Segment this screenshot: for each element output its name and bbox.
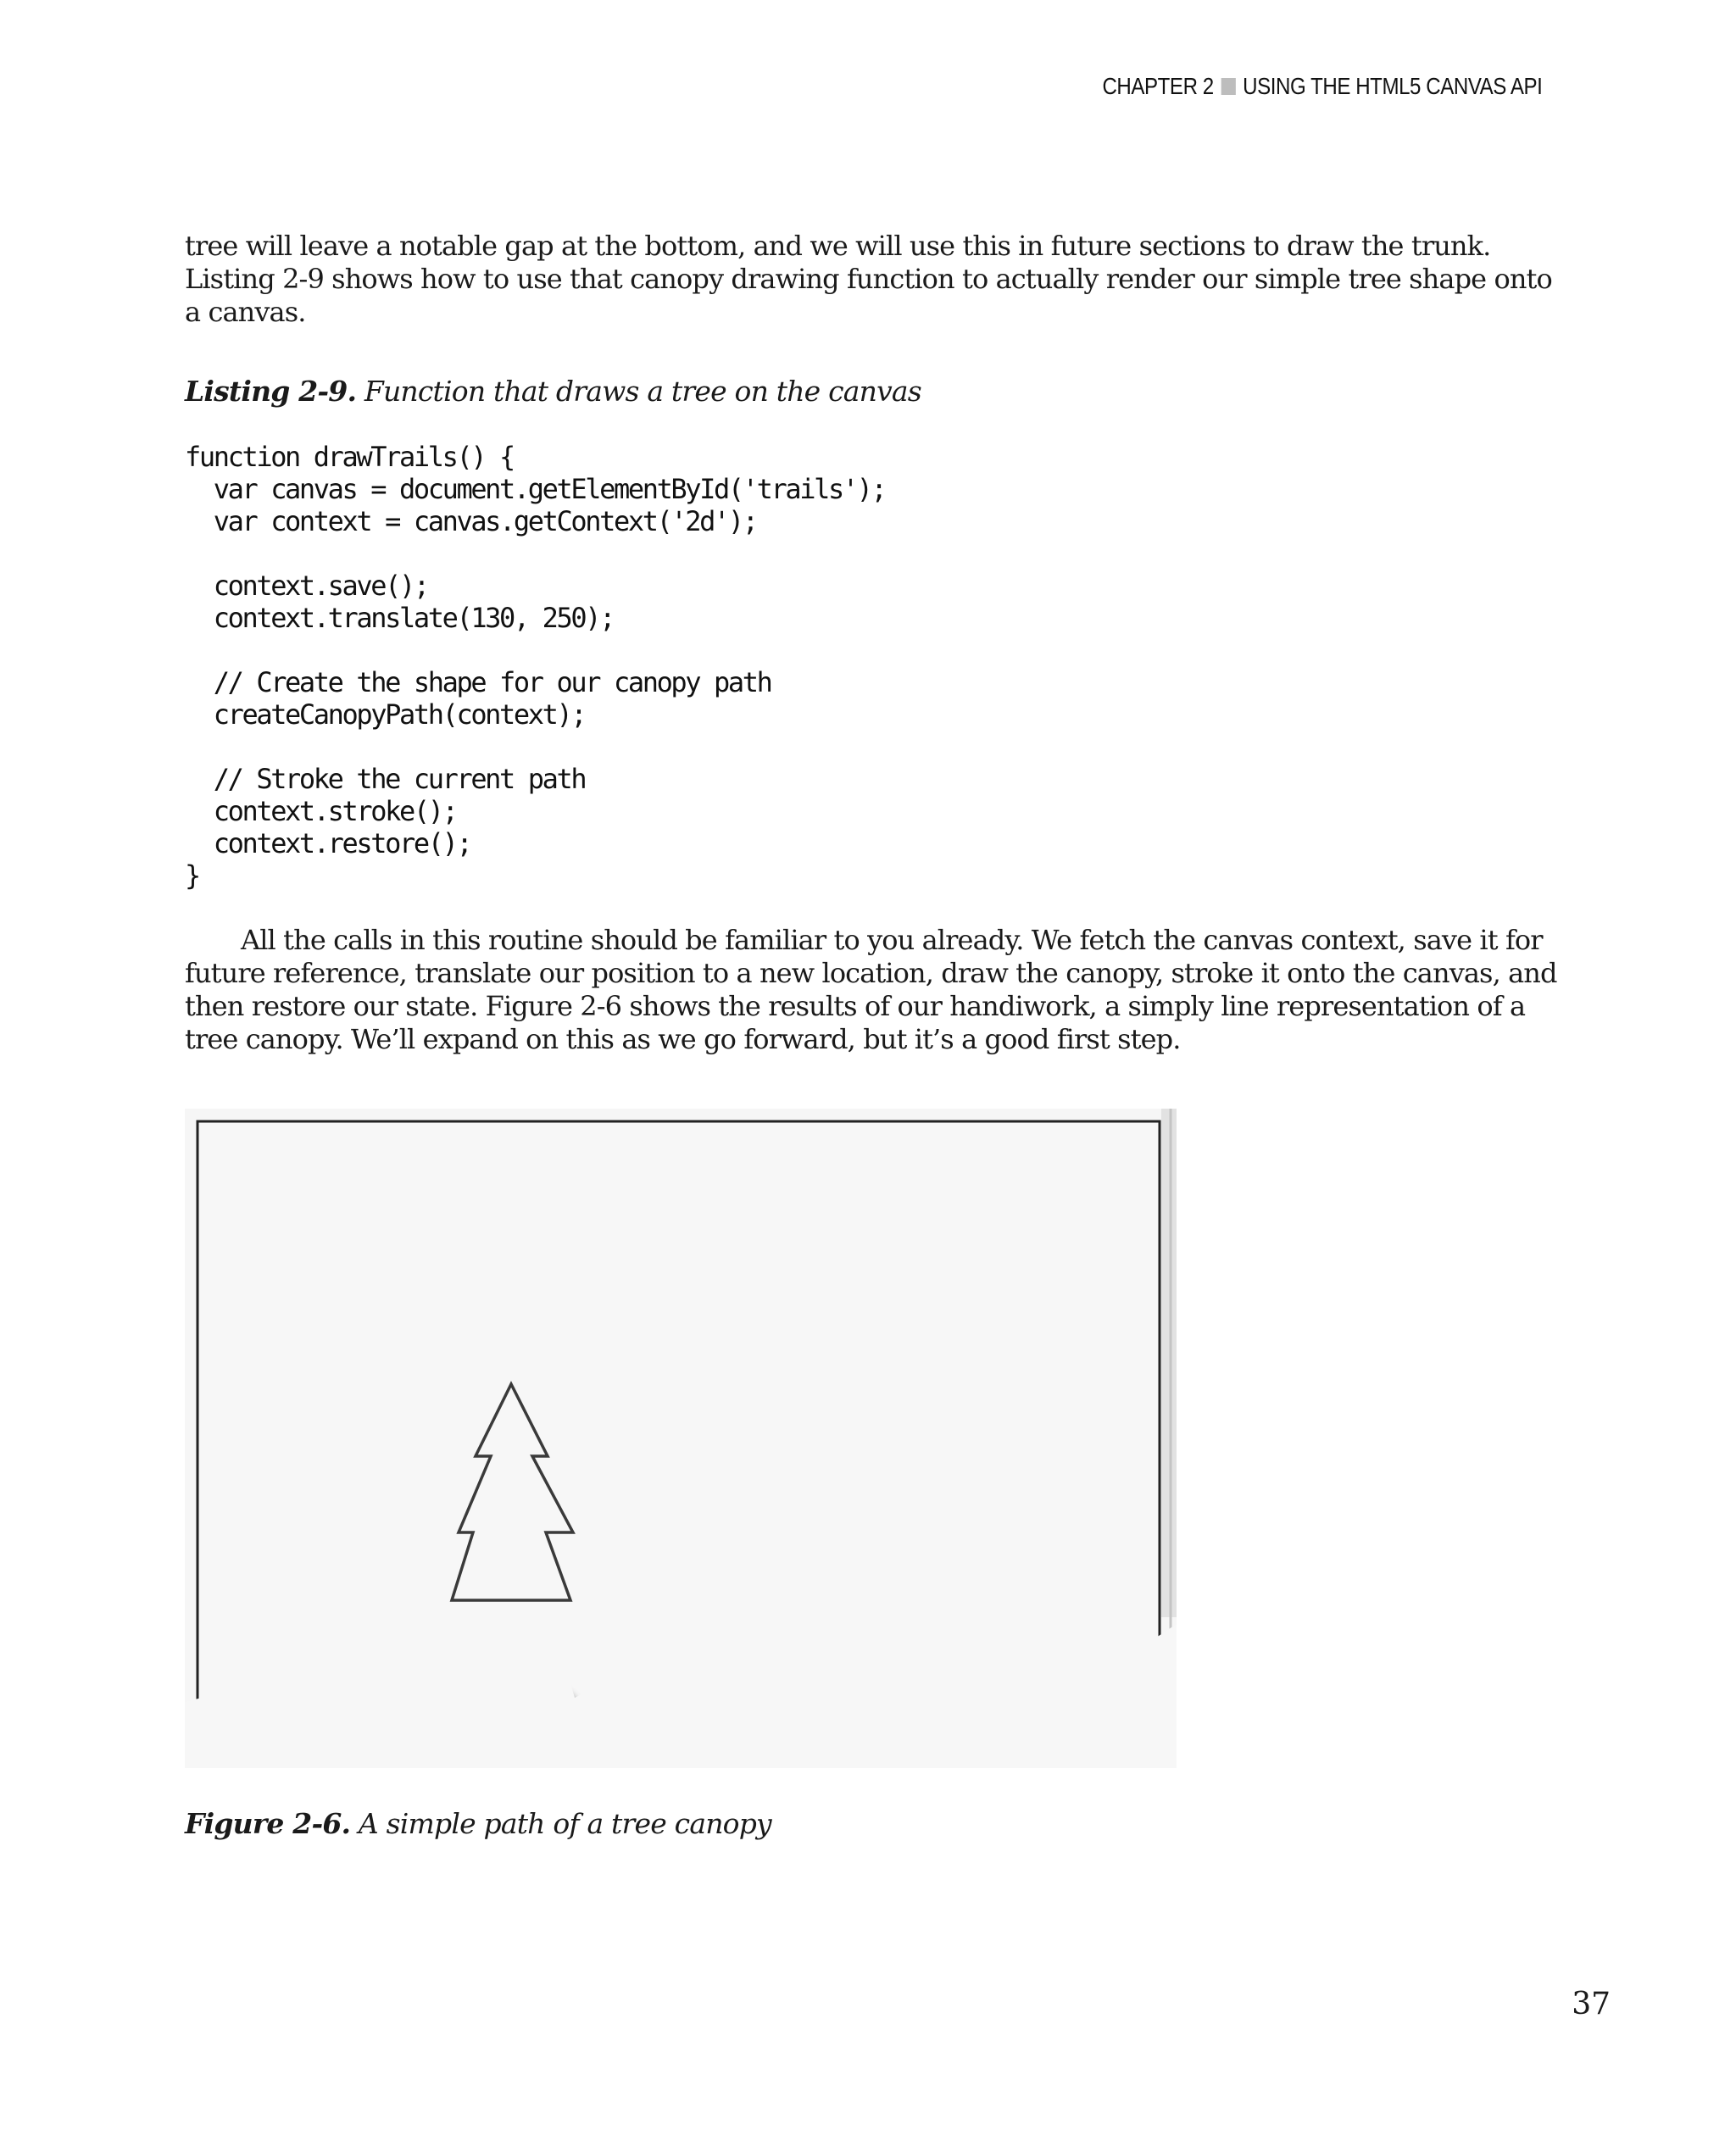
figure-label: Figure 2-6. xyxy=(185,1807,351,1840)
intro-line: a canvas. xyxy=(185,296,306,328)
code-line: var context = canvas.getContext('2d'); xyxy=(185,505,757,537)
code-line xyxy=(185,634,885,666)
body-line: future reference, translate our position to a new location, draw the canopy, stroke it onto the canvas, and xyxy=(185,957,1557,989)
intro-line: Listing 2-9 shows how to use that canopy drawing function to actually render our simple tree shape onto xyxy=(185,263,1552,295)
code-line: function drawTrails() { xyxy=(185,441,514,473)
intro-line: tree will leave a notable gap at the bottom, and we will use this in future sections to draw the trunk. xyxy=(185,230,1491,262)
intro-paragraph xyxy=(185,230,1550,329)
code-listing xyxy=(185,441,885,892)
page-number: 37 xyxy=(1572,1987,1611,2021)
header-separator xyxy=(1221,78,1235,95)
figure-screenshot xyxy=(185,1109,1177,1768)
figure-caption xyxy=(185,1807,771,1840)
code-line: createCanopyPath(context); xyxy=(185,698,586,731)
code-line: context.restore(); xyxy=(185,827,471,859)
body-paragraph xyxy=(185,924,1557,1056)
body-line: then restore our state. Figure 2-6 shows the results of our handiwork, a simply line representation of a xyxy=(185,990,1526,1022)
chapter-label: CHAPTER 2 xyxy=(1102,73,1214,99)
listing-caption xyxy=(185,375,921,408)
body-line: All the calls in this routine should be familiar to you already. We fetch the canvas context, save it for xyxy=(241,924,1543,956)
code-line: context.translate(130, 250); xyxy=(185,602,614,634)
figure-title: A simple path of a tree canopy xyxy=(358,1807,771,1840)
canvas-screenshot-image xyxy=(185,1109,1177,1768)
code-line: var canvas = document.getElementById('trails'); xyxy=(185,473,886,505)
code-line: // Stroke the current path xyxy=(185,763,586,795)
code-line xyxy=(185,731,885,763)
running-head xyxy=(1102,73,1542,100)
code-line: context.stroke(); xyxy=(185,795,457,827)
body-line: tree canopy. We’ll expand on this as we go forward, but it’s a good first step. xyxy=(185,1023,1181,1055)
code-line xyxy=(185,537,885,570)
code-line: context.save(); xyxy=(185,570,428,602)
right-shadow xyxy=(1161,1109,1177,1617)
listing-label: Listing 2-9. xyxy=(185,375,357,408)
section-label: USING THE HTML5 CANVAS API xyxy=(1242,73,1542,99)
code-line: } xyxy=(185,859,199,892)
listing-title: Function that draws a tree on the canvas xyxy=(364,375,921,408)
canvas-frame xyxy=(198,1121,1160,1768)
code-line: // Create the shape for our canopy path xyxy=(185,666,771,698)
